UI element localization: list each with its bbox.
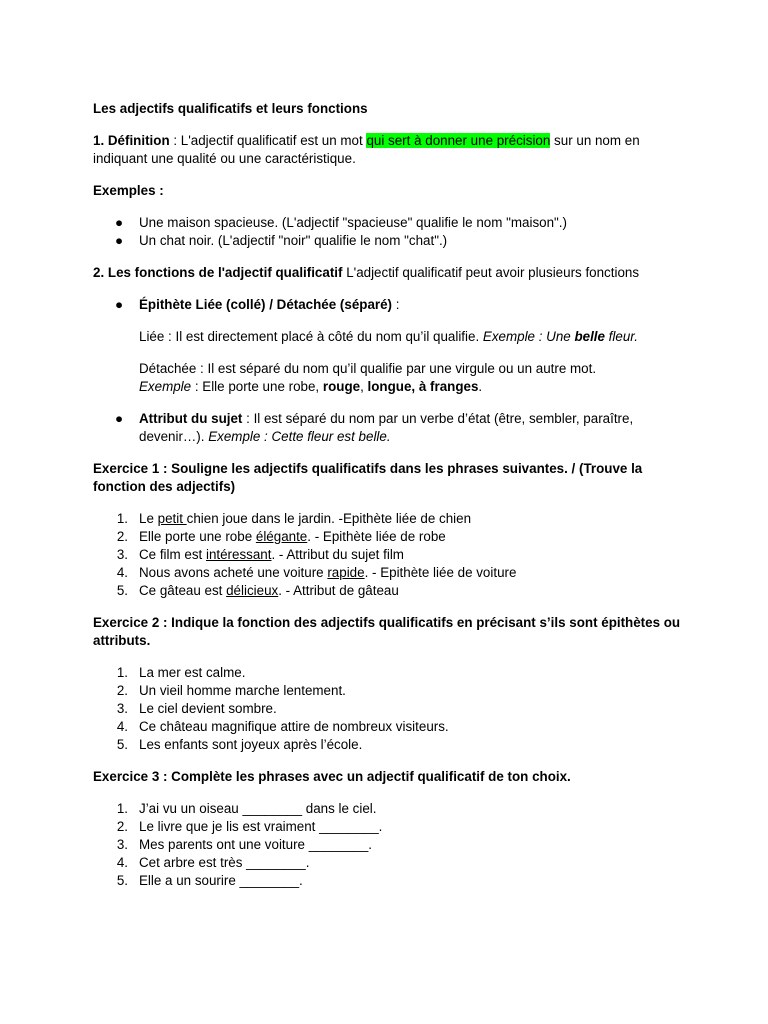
liee-text: Liée : Il est directement placé à côté du nom qu’il qualifie. [139, 329, 483, 344]
list-item [93, 682, 683, 700]
fonctions-list [93, 296, 683, 314]
document-body [93, 100, 683, 890]
list-item [93, 528, 683, 546]
list-item [93, 546, 683, 564]
item-number: 5. [116, 873, 128, 888]
list-item [93, 800, 683, 818]
list-item [93, 854, 683, 872]
item-number: 1. [116, 801, 128, 816]
item-text: Elle a un sourire ________. [139, 873, 303, 888]
list-item [93, 510, 683, 528]
item-text: Mes parents ont une voiture ________. [139, 837, 373, 852]
item-text: Les enfants sont joyeux après l’école. [139, 737, 363, 752]
item-number: 2. [116, 683, 128, 698]
underlined-adjective: intéressant [205, 547, 272, 562]
bullet-icon: ● [115, 215, 124, 230]
liee-paragraph [93, 328, 683, 346]
item-text-pre: Elle porte une robe [139, 529, 256, 544]
list-item [93, 818, 683, 836]
list-item-epithete [93, 296, 683, 314]
liee-example-pre: Exemple : Une [482, 329, 575, 344]
list-item-attribut [93, 410, 683, 446]
item-text-pre: Nous avons acheté une voiture [139, 565, 328, 580]
detachee-text: Détachée : Il est séparé du nom qu’il qualifie par une virgule ou un autre mot. [139, 361, 597, 376]
underlined-adjective: rapide [327, 565, 365, 580]
exercise-2-title: Exercice 2 : Indique la fonction des adjectifs qualificatifs en précisant s’ils sont épithètes ou attributs. [93, 615, 681, 648]
item-number: 5. [116, 737, 128, 752]
examples-list [93, 214, 683, 250]
exercise-1-title: Exercice 1 : Souligne les adjectifs qualificatifs dans les phrases suivantes. / (Trouve la fonction des adjectifs) [93, 461, 643, 494]
item-text-pre: Le [139, 511, 158, 526]
item-text-pre: Ce gâteau est [139, 583, 227, 598]
bullet-icon: ● [115, 411, 124, 426]
detachee-paragraph [93, 360, 683, 396]
definition-text-1: : L'adjectif qualificatif est un mot [169, 133, 367, 148]
item-text-post: . - Attribut du sujet film [271, 547, 404, 562]
liee-example-post: fleur. [604, 329, 638, 344]
item-number: 3. [116, 547, 128, 562]
liee-example-bold: belle [574, 329, 605, 344]
item-text-post: . - Epithète liée de robe [307, 529, 446, 544]
list-item [93, 872, 683, 890]
item-text: J’ai vu un oiseau ________ dans le ciel. [139, 801, 377, 816]
list-item [93, 718, 683, 736]
example-text: Une maison spacieuse. (L'adjectif "spacieuse" qualifie le nom "maison".) [139, 215, 567, 230]
item-text: Le livre que je lis est vraiment ________. [139, 819, 383, 834]
examples-label: Exemples : [93, 183, 164, 198]
fonctions-text: L'adjectif qualificatif peut avoir plusieurs fonctions [342, 265, 640, 280]
detachee-example-text: : Elle porte une robe, [191, 379, 323, 394]
detachee-separator: , [360, 379, 368, 394]
exercise-3-title: Exercice 3 : Complète les phrases avec un adjectif qualificatif de ton choix. [93, 769, 571, 784]
bullet-icon: ● [115, 297, 124, 312]
underlined-adjective: délicieux [226, 583, 279, 598]
definition-paragraph [93, 132, 683, 168]
list-item [93, 700, 683, 718]
detachee-bold-1: rouge [322, 379, 361, 394]
highlighted-text: qui sert à donner une précision [366, 133, 551, 148]
item-number: 5. [116, 583, 128, 598]
item-text: Cet arbre est très ________. [139, 855, 310, 870]
item-number: 4. [116, 565, 128, 580]
detachee-bold-2: longue, à franges [367, 379, 479, 394]
item-text: Ce château magnifique attire de nombreux visiteurs. [139, 719, 449, 734]
detachee-end: . [478, 379, 483, 394]
item-number: 1. [116, 511, 128, 526]
detachee-example-label: Exemple [139, 379, 192, 394]
exercise-2-list [93, 664, 683, 754]
list-item [93, 582, 683, 600]
item-number: 3. [116, 837, 128, 852]
list-item [93, 214, 683, 232]
epithete-label: Épithète Liée (collé) / Détachée (séparé) [139, 297, 393, 312]
item-number: 4. [116, 719, 128, 734]
item-text-post: chien joue dans le jardin. -Epithète liée de chien [186, 511, 472, 526]
attribut-list [93, 410, 683, 446]
attribut-text: : Il est séparé du nom par un verbe d’état (être, sembler, paraître, devenir…). [139, 411, 634, 444]
item-number: 4. [116, 855, 128, 870]
item-number: 2. [116, 819, 128, 834]
list-item [93, 736, 683, 754]
bullet-icon: ● [115, 233, 124, 248]
attribut-example: Exemple : Cette fleur est belle. [208, 429, 391, 444]
attribut-label: Attribut du sujet [139, 411, 243, 426]
definition-label: 1. Définition [93, 133, 170, 148]
fonctions-label: 2. Les fonctions de l'adjectif qualificatif [93, 265, 343, 280]
item-number: 1. [116, 665, 128, 680]
definition-text-2: sur un nom en indiquant une qualité ou une caractéristique. [93, 133, 640, 166]
item-text: Le ciel devient sombre. [139, 701, 277, 716]
item-text-post: . - Epithète liée de voiture [364, 565, 517, 580]
epithete-colon: : [392, 297, 400, 312]
list-item [93, 564, 683, 582]
item-number: 3. [116, 701, 128, 716]
item-text-post: . - Attribut de gâteau [278, 583, 399, 598]
underlined-adjective: petit [157, 511, 187, 526]
exercise-1-list [93, 510, 683, 600]
list-item [93, 664, 683, 682]
item-text: Un vieil homme marche lentement. [139, 683, 346, 698]
underlined-adjective: élégante [255, 529, 308, 544]
item-text-pre: Ce film est [139, 547, 206, 562]
item-text: La mer est calme. [139, 665, 246, 680]
exercise-3-list [93, 800, 683, 890]
document-title: Les adjectifs qualificatifs et leurs fonctions [93, 101, 368, 116]
list-item [93, 836, 683, 854]
example-text: Un chat noir. (L'adjectif "noir" qualifie le nom "chat".) [139, 233, 448, 248]
list-item [93, 232, 683, 250]
item-number: 2. [116, 529, 128, 544]
fonctions-paragraph [93, 264, 683, 282]
